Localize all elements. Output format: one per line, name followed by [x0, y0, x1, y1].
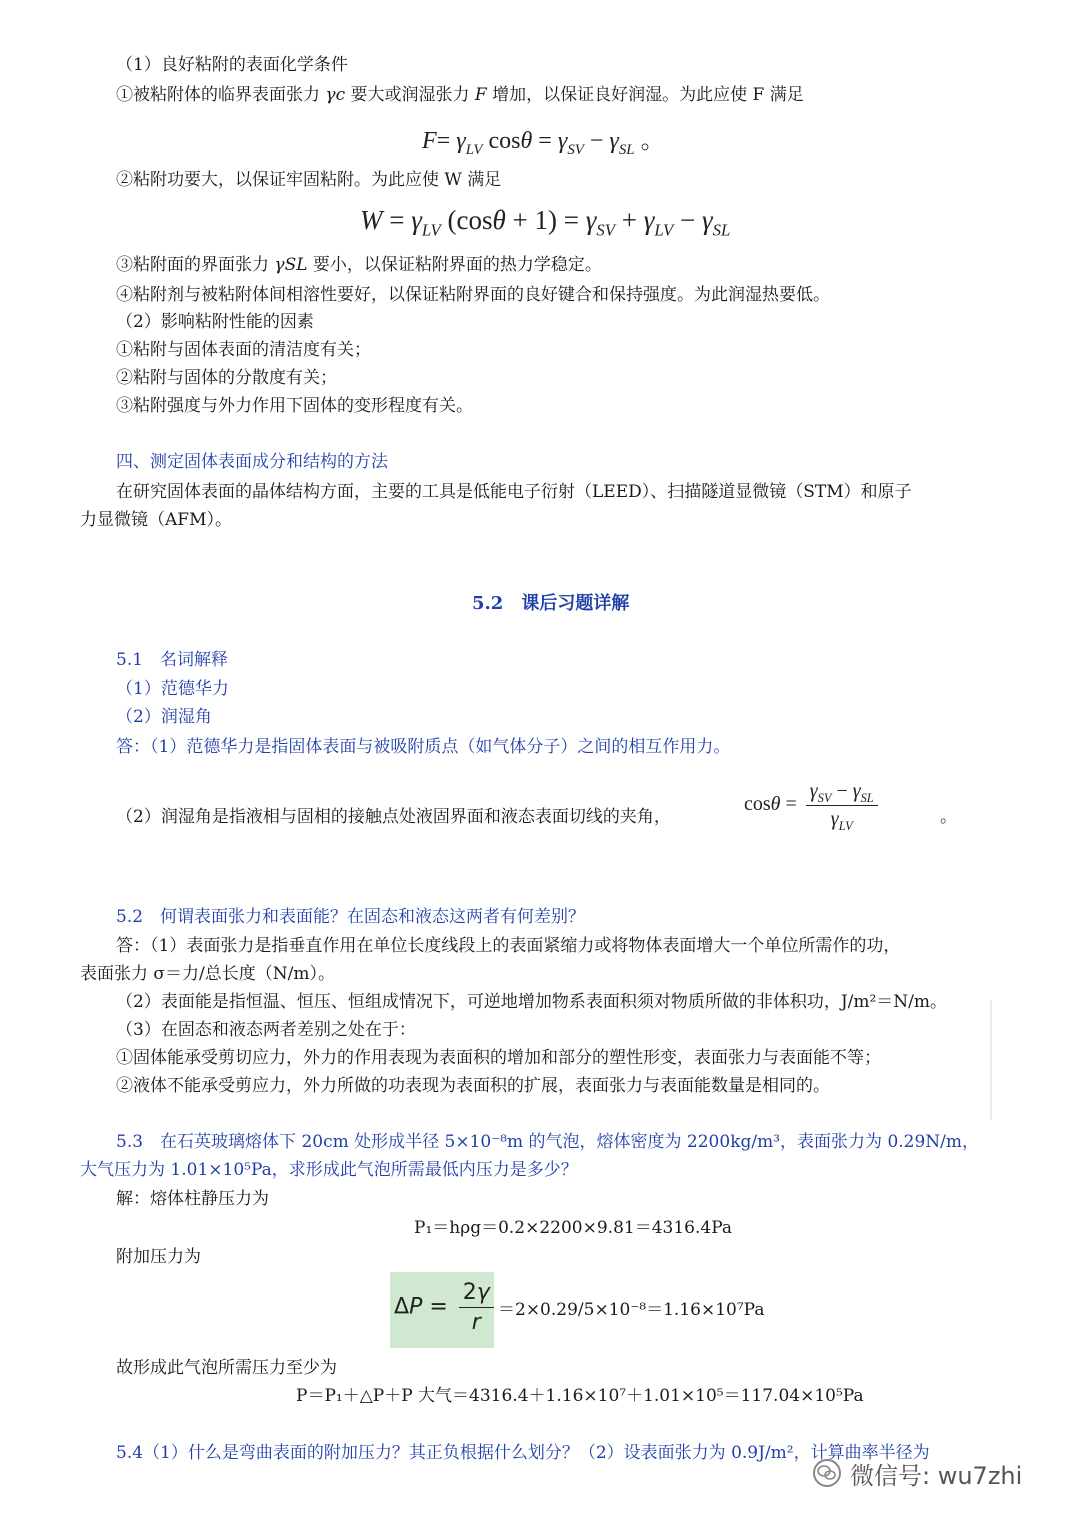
answer-line: [116, 735, 730, 759]
text-line: 力显微镜（AFM）。: [80, 510, 232, 530]
question-heading: 5.1 名词解释: [116, 650, 229, 670]
question-heading: 5.4（1）什么是弯曲表面的附加压力？其正负根据什么划分？（2）设表面张力为 0.9J/m²，计算曲率半径为: [116, 1443, 930, 1463]
equation-f: $F= \gamma_{LV}$ $\cos\theta = \gamma_{SV} - \gamma_{SL}$ 。: [422, 128, 665, 158]
fraction: $\frac{2\gamma}{r}$: [459, 1280, 494, 1335]
text-segment: ①被粘附体的临界表面张力: [116, 85, 320, 105]
text-segment: 要小，以保证粘附界面的热力学稳定。: [312, 255, 602, 275]
text-line: 在研究固体表面的晶体结构方面，主要的工具是低能电子衍射（LEED）、扫描隧道显微镜（STM）和原子: [116, 482, 912, 502]
fraction: $\frac{\gamma_{SV} - \gamma_{SL}}{\gamma_{LV}}$: [806, 780, 878, 831]
text-line: ①粘附与固体表面的清洁度有关；: [116, 340, 371, 360]
text-segment: ③粘附面的界面张力: [116, 255, 269, 275]
answer-line: （3）在固态和液态两者差别之处在于：: [116, 1020, 416, 1040]
text-segment: 要大或润湿张力: [350, 85, 470, 105]
text-line: ②粘附功要大，以保证牢固粘附。为此应使 W 满足: [116, 170, 502, 190]
answer-line: （2）润湿角是指液相与固相的接触点处液固界面和液态表面切线的夹角，: [116, 807, 671, 827]
answer-line: （2）表面能是指恒温、恒压、恒组成情况下，可逆地增加物系表面积须对物质所做的非体积功，J/m²＝N/m。: [116, 992, 948, 1012]
wechat-watermark: [812, 1453, 1062, 1493]
answer-line: 答：（1）表面张力是指垂直作用在单位长度线段上的表面紧缩力或将物体表面增大一个单位所需作的功，: [116, 936, 901, 956]
section-heading: 四、测定固体表面成分和结构的方法: [116, 452, 388, 472]
solution-line: 解：熔体柱静压力为: [116, 1189, 269, 1209]
question-heading: 5.2 何谓表面张力和表面能？在固态和液态这两者有何差别？: [116, 907, 586, 927]
text-line: （1）良好粘附的表面化学条件: [116, 55, 348, 75]
question-item: （2）润湿角: [116, 707, 212, 727]
scan-edge: [990, 1000, 992, 1120]
wechat-icon: [812, 1458, 842, 1488]
answer-line: 表面张力 σ＝力/总长度（N/m）。: [80, 964, 335, 984]
equation-delta-p: ΔP = $\frac{2\gamma}{r}$: [394, 1280, 498, 1335]
solution-line: 附加压力为: [116, 1247, 201, 1267]
watermark-text: 微信号: wu7zhi: [850, 1461, 1023, 1490]
text-line: [116, 253, 602, 277]
text-segment: 增加，以保证良好润湿。为此应使 F 满足: [492, 85, 804, 105]
text-line: ④粘附剂与被粘附体间相溶性要好，以保证粘附界面的良好键合和保持强度。为此润湿热要低。: [116, 285, 830, 305]
solution-line: 故形成此气泡所需压力至少为: [116, 1358, 337, 1378]
equation-w: $W = \gamma_{LV}$ $(\cos\theta + 1) = \gamma_{SV} + \gamma_{LV} - \gamma_{SL}$: [360, 205, 731, 240]
text-line: （2）影响粘附性能的因素: [116, 312, 314, 332]
symbol: F: [474, 85, 487, 105]
symbol: γc: [325, 85, 346, 105]
question-heading: 5.3 在石英玻璃熔体下 20cm 处形成半径 5×10⁻⁸m 的气泡，熔体密度为 2200kg/m³，表面张力为 0.29N/m，: [116, 1132, 980, 1152]
text-line: [116, 83, 804, 107]
answer-label: 答：（1）范德华力是指固体表面与被吸附质点（如气体分子）之间的相互作用力。: [116, 737, 731, 757]
answer-line: ①固体能承受剪切应力，外力的作用表现为表面积的增加和部分的塑性形变，表面张力与表面能不等；: [116, 1048, 881, 1068]
page-title: 5.2 课后习题详解: [472, 593, 630, 614]
text-line: ③粘附强度与外力作用下固体的变形程度有关。: [116, 396, 473, 416]
answer-line: ②液体不能承受剪应力，外力所做的功表现为表面积的扩展，表面张力与表面能数量是相同的。: [116, 1076, 830, 1096]
question-heading: 大气压力为 1.01×10⁵Pa，求形成此气泡所需最低内压力是多少？: [80, 1160, 578, 1180]
question-item: （1）范德华力: [116, 679, 229, 699]
punctuation: 。: [940, 807, 957, 827]
equation-line: ＝2×0.29/5×10⁻⁸＝1.16×10⁷Pa: [498, 1300, 765, 1320]
equation-contact-angle: cosθ = $\frac{\gamma_{SV} - \gamma_{SL}}{\gamma_{LV}}$: [744, 780, 882, 831]
equation-line: P₁＝hρg＝0.2×2200×9.81＝4316.4Pa: [414, 1218, 733, 1238]
symbol: γSL: [274, 255, 308, 275]
text-line: ②粘附与固体的分散度有关；: [116, 368, 337, 388]
equation-line: P＝P₁＋△P＋P 大气＝4316.4＋1.16×10⁷＋1.01×10⁵＝117.04×10⁵Pa: [296, 1386, 864, 1406]
